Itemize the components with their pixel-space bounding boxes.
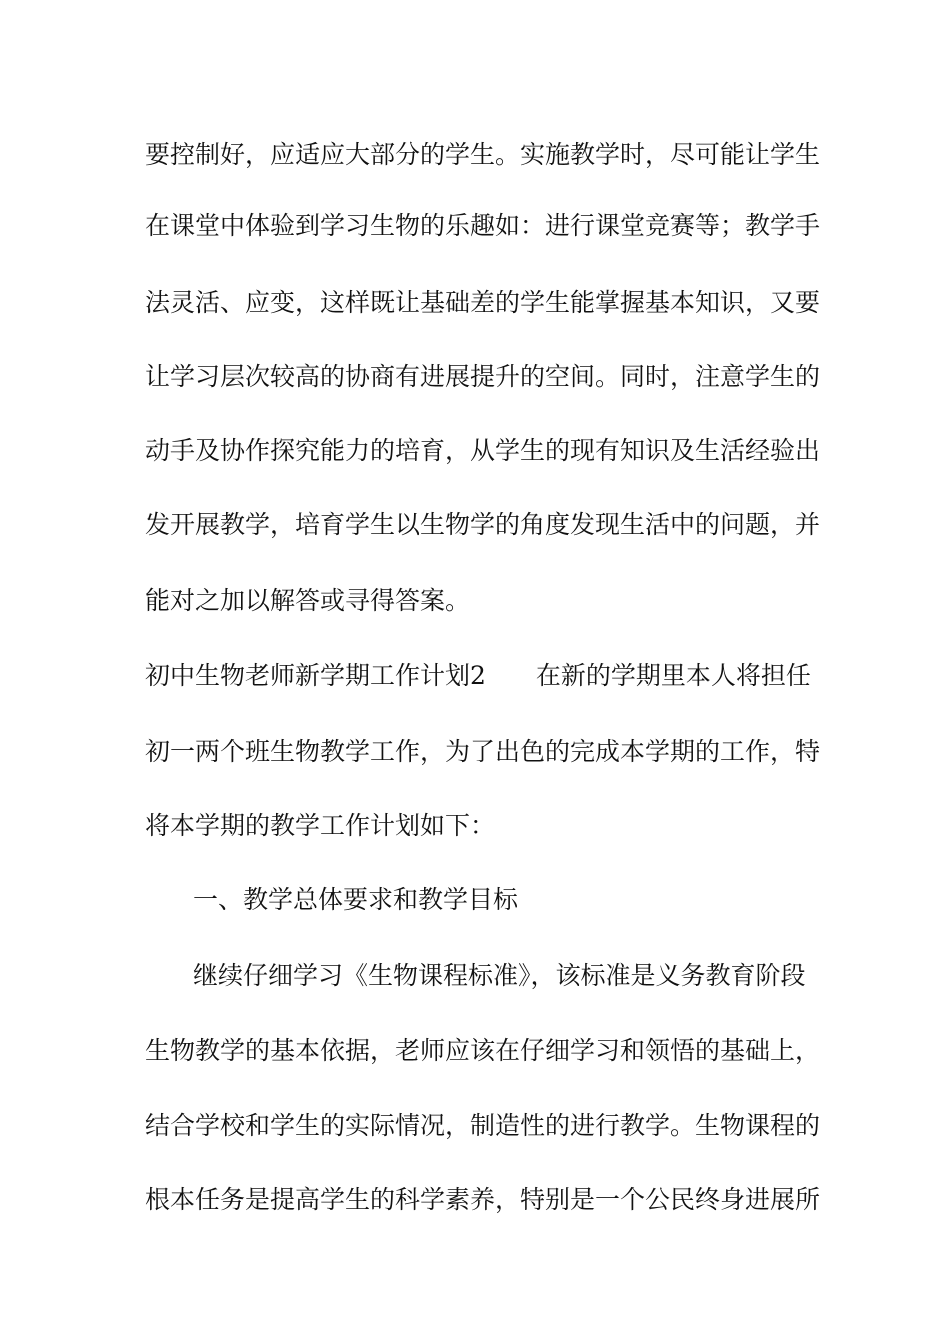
text-line: 结合学校和学生的实际情况，制造性的进行教学。生物课程的 bbox=[145, 1111, 821, 1140]
section-title-line bbox=[145, 660, 825, 692]
text-line: 发开展教学，培育学生以生物学的角度发现生活中的问题，并 bbox=[145, 510, 821, 539]
subheading: 一、教学总体要求和教学目标 bbox=[193, 885, 519, 914]
text-line: 能对之加以解答或寻得答案。 bbox=[145, 586, 471, 615]
section-title: 初中生物老师新学期工作计划2 bbox=[145, 661, 486, 690]
text-line: 要控制好，应适应大部分的学生。实施教学时，尽可能让学生 bbox=[145, 140, 821, 169]
section-title-continuation: 在新的学期里本人将担任 bbox=[535, 661, 811, 690]
text-line: 初一两个班生物教学工作，为了出色的完成本学期的工作，特 bbox=[145, 737, 821, 766]
text-line: 生物教学的基本依据，老师应该在仔细学习和领悟的基础上， bbox=[145, 1036, 821, 1065]
text-line: 让学习层次较高的协商有进展提升的空间。同时，注意学生的 bbox=[145, 362, 821, 391]
text-line: 将本学期的教学工作计划如下： bbox=[145, 811, 496, 840]
text-line: 继续仔细学习《生物课程标准》，该标准是义务教育阶段 bbox=[193, 961, 806, 990]
text-line: 动手及协作探究能力的培育，从学生的现有知识及生活经验出 bbox=[145, 436, 821, 465]
text-line: 根本任务是提高学生的科学素养，特别是一个公民终身进展所 bbox=[145, 1185, 821, 1214]
text-line: 在课堂中体验到学习生物的乐趣如：进行课堂竞赛等；教学手 bbox=[145, 211, 821, 240]
text-line: 法灵活、应变，这样既让基础差的学生能掌握基本知识，又要 bbox=[145, 288, 821, 317]
